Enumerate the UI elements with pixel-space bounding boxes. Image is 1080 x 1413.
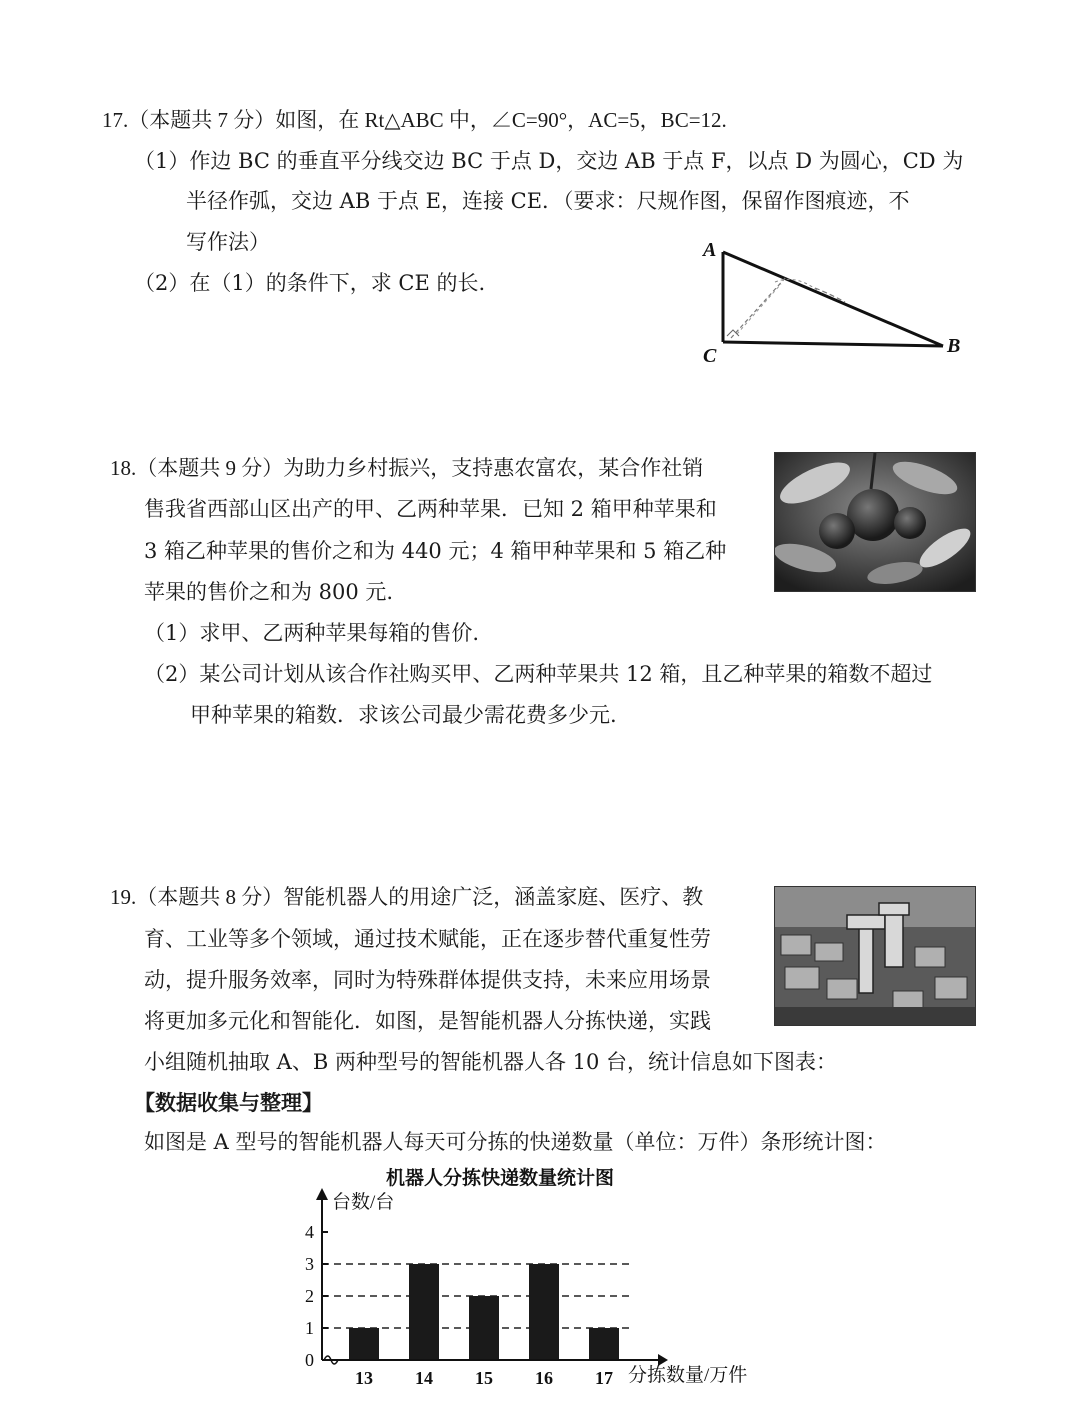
bar-16 [529,1264,559,1360]
bar-15 [469,1296,499,1360]
q18-line3: 3 箱乙种苹果的售价之和为 440 元；4 箱甲种苹果和 5 箱乙种 [144,539,727,563]
q18-part1: （1）求甲、乙两种苹果每箱的售价. [144,621,480,645]
q17-triangle-figure [695,232,975,372]
q17-part1-line3: 写作法） [186,230,270,254]
q19-line1: 19.（本题共 8 分）智能机器人的用途广泛，涵盖家庭、医疗、教 [110,885,704,909]
q17-label-c: C [703,345,717,367]
x-tick-label-17: 17 [595,1368,613,1388]
chart-title: 机器人分拣快递数量统计图 [385,1168,615,1189]
bar-17 [589,1328,619,1360]
x-tick-label-15: 15 [475,1368,493,1388]
apple-tree-photo [774,452,976,592]
sorting-bar-chart [290,1160,770,1410]
q19-section-heading: 【数据收集与整理】 [134,1090,323,1115]
q19-line4: 将更加多元化和智能化．如图，是智能机器人分拣快递，实践 [144,1009,711,1033]
q19-chart-description: 如图是 A 型号的智能机器人每天可分拣的快递数量（单位：万件）条形统计图： [144,1130,887,1154]
q17-label-a: A [703,239,717,261]
q18-part2-line1: （2）某公司计划从该合作社购买甲、乙两种苹果共 12 箱，且乙种苹果的箱数不超过 [144,662,933,686]
y-tick-label-4: 4 [305,1222,314,1242]
q17-line1: 17.（本题共 7 分）如图，在 Rt△ABC 中，∠C=90°，AC=5，BC=12. [102,108,727,132]
q17-part1-line1: （1）作边 BC 的垂直平分线交边 BC 于点 D，交边 AB 于点 F，以点 D 为圆心，CD 为 [134,149,964,173]
x-tick-label-13: 13 [355,1368,373,1388]
x-tick-label-16: 16 [535,1368,553,1388]
q19-line5: 小组随机抽取 A、B 两种型号的智能机器人各 10 台，统计信息如下图表： [144,1050,838,1074]
robot-sorting-photo [774,886,976,1026]
q18-line4: 苹果的售价之和为 800 元. [144,580,394,604]
chart-y-axis-label: 台数/台 [332,1192,395,1213]
bar-13 [349,1328,379,1360]
y-tick-label-1: 1 [305,1318,314,1338]
y-tick-label-3: 3 [305,1254,314,1274]
q18-line2: 售我省西部山区出产的甲、乙两种苹果．已知 2 箱甲种苹果和 [144,497,717,521]
q18-part2-line2: 甲种苹果的箱数．求该公司最少需花费多少元. [190,703,617,727]
chart-x-axis-label: 分拣数量/万件 [628,1365,748,1386]
q17-part1-line2: 半径作弧，交边 AB 于点 E，连接 CE．（要求：尺规作图，保留作图痕迹，不 [186,189,910,213]
y-axis-arrow-icon [316,1188,328,1200]
q19-line3: 动，提升服务效率，同时为特殊群体提供支持，未来应用场景 [144,968,711,992]
y-tick-label-2: 2 [305,1286,314,1306]
y-tick-label-0: 0 [305,1350,314,1370]
q17-part2: （2）在（1）的条件下，求 CE 的长. [134,271,486,295]
q17-label-b: B [947,335,961,357]
q18-line1: 18.（本题共 9 分）为助力乡村振兴，支持惠农富农，某合作社销 [110,456,704,480]
q19-line2: 育、工业等多个领域，通过技术赋能，正在逐步替代重复性劳 [144,927,711,951]
bar-14 [409,1264,439,1360]
x-tick-label-14: 14 [415,1368,433,1388]
